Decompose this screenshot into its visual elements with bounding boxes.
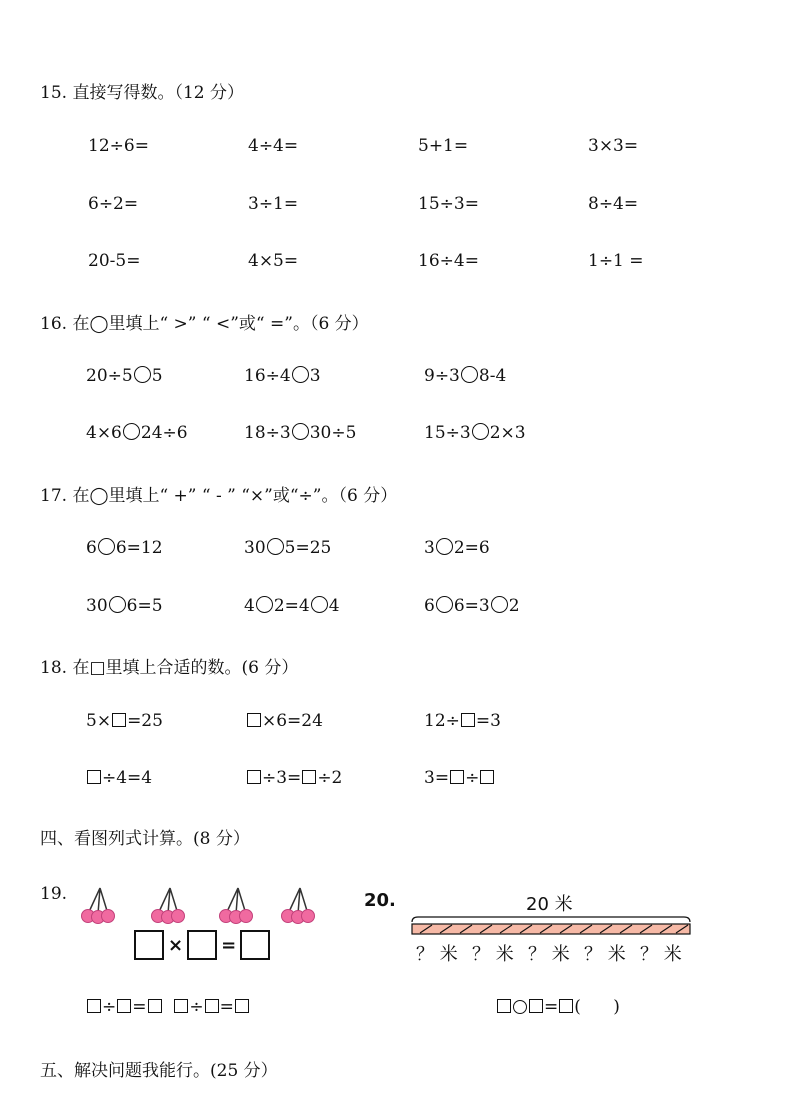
answer-box[interactable] (235, 999, 249, 1013)
q18-item: 3= ÷ (424, 768, 495, 788)
answer-box[interactable] (450, 770, 464, 784)
answer-circle[interactable] (491, 596, 508, 613)
cherry-group-icon (282, 888, 315, 924)
answer-circle[interactable] (256, 596, 273, 613)
q16-item: 18÷3 30÷5 (244, 423, 357, 443)
answer-circle[interactable] (436, 596, 453, 613)
answer-box[interactable] (174, 999, 188, 1013)
answer-circle[interactable] (311, 596, 328, 613)
answer-box[interactable] (134, 930, 164, 960)
cherry-groups-figure (70, 884, 330, 928)
segment-label: ？ 米 (528, 944, 570, 965)
q19-number: 19. (40, 884, 68, 904)
q16-title: 16. 在◯里填上“ >” “ <”或“ =”。（6 分） (40, 314, 369, 334)
answer-box[interactable] (480, 770, 494, 784)
answer-box[interactable] (497, 999, 511, 1013)
q15-item: 3×3= (588, 136, 639, 156)
q15-item: 5+1= (418, 136, 469, 156)
answer-circle[interactable] (134, 366, 151, 383)
q19-answer: ÷ = ÷ = (86, 997, 250, 1017)
q20-number: 20. (364, 890, 396, 911)
answer-box[interactable] (240, 930, 270, 960)
answer-circle[interactable] (98, 538, 115, 555)
answer-box[interactable] (112, 713, 126, 727)
answer-box[interactable] (247, 770, 261, 784)
q15-item: 16÷4= (418, 251, 479, 271)
cherry-group-icon (152, 888, 185, 924)
answer-box[interactable] (302, 770, 316, 784)
q17-item: 6 6=3 2 (424, 596, 520, 616)
q16-item: 15÷3 2×3 (424, 423, 526, 443)
q18-title: 18. 在□里填上合适的数。(6 分） (40, 658, 299, 678)
segment-label: ？ 米 (416, 944, 458, 965)
answer-circle[interactable] (292, 423, 309, 440)
q18-item: ×6=24 (246, 711, 323, 731)
q18-item: ÷4=4 (86, 768, 152, 788)
length-label: 20 米 (526, 894, 573, 915)
q15-title: 15. 直接写得数。（12 分） (40, 83, 244, 103)
answer-box[interactable] (187, 930, 217, 960)
answer-box[interactable] (205, 999, 219, 1013)
answer-circle[interactable] (292, 366, 309, 383)
q15-item: 15÷3= (418, 194, 479, 214)
answer-box[interactable] (461, 713, 475, 727)
q15-item: 8÷4= (588, 194, 639, 214)
q15-item: 12÷6= (88, 136, 149, 156)
segment-label: ？ 米 (584, 944, 626, 965)
q15-item: 4÷4= (248, 136, 299, 156)
q16-item: 9÷3 8-4 (424, 366, 507, 386)
q17-item: 4 2=4 4 (244, 596, 340, 616)
answer-circle[interactable] (123, 423, 140, 440)
cherry-group-icon (82, 888, 115, 924)
q17-title: 17. 在◯里填上“ +” “ - ” “×”或“÷”。（6 分） (40, 486, 398, 506)
q18-item: ÷3= ÷2 (246, 768, 342, 788)
q17-item: 6 6=12 (86, 538, 163, 558)
q20-answer: = ( ) (496, 997, 620, 1017)
answer-circle[interactable] (461, 366, 478, 383)
q15-item: 3÷1= (248, 194, 299, 214)
q15-item: 4×5= (248, 251, 299, 271)
cherry-group-icon (220, 888, 253, 924)
answer-box[interactable] (87, 999, 101, 1013)
q16-item: 20÷5 5 (86, 366, 163, 386)
answer-circle[interactable] (472, 423, 489, 440)
q17-item: 30 5=25 (244, 538, 332, 558)
q17-item: 30 6=5 (86, 596, 163, 616)
answer-circle[interactable] (513, 1000, 527, 1014)
answer-circle[interactable] (436, 538, 453, 555)
q18-item: 5× =25 (86, 711, 163, 731)
segment-label: ？ 米 (640, 944, 682, 965)
q15-item: 1÷1 = (588, 251, 644, 271)
answer-circle[interactable] (109, 596, 126, 613)
answer-circle[interactable] (267, 538, 284, 555)
q19-equation: × = (134, 930, 270, 960)
q16-item: 4×6 24÷6 (86, 423, 188, 443)
answer-box[interactable] (87, 770, 101, 784)
segment-label: ？ 米 (472, 944, 514, 965)
section5-title: 五、解决问题我能行。(25 分） (40, 1061, 278, 1081)
q15-item: 6÷2= (88, 194, 139, 214)
answer-box[interactable] (529, 999, 543, 1013)
answer-box[interactable] (559, 999, 573, 1013)
section4-title: 四、看图列式计算。(8 分） (40, 829, 250, 849)
answer-box[interactable] (117, 999, 131, 1013)
segment-bar-diagram (410, 912, 692, 940)
q18-item: 12÷ =3 (424, 711, 501, 731)
q15-item: 20-5= (88, 251, 141, 271)
answer-box[interactable] (148, 999, 162, 1013)
q16-item: 16÷4 3 (244, 366, 321, 386)
q17-item: 3 2=6 (424, 538, 490, 558)
answer-box[interactable] (247, 713, 261, 727)
